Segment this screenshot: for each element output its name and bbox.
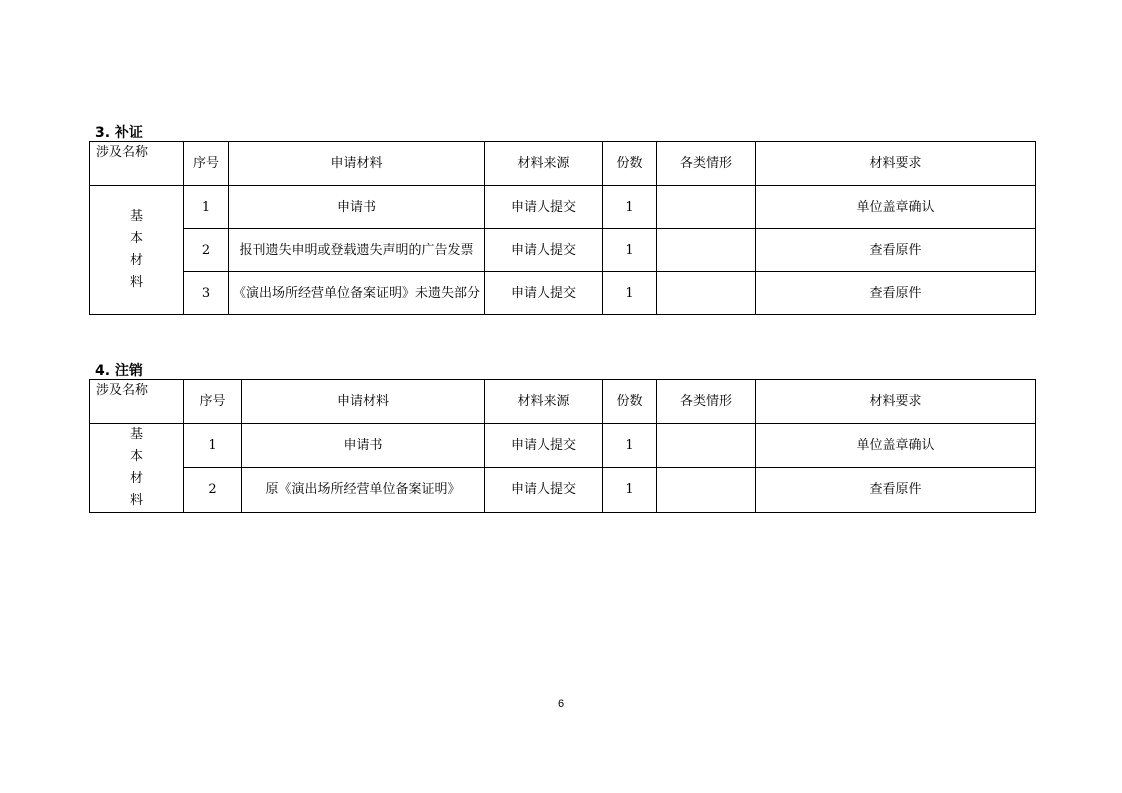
- cell-source: 申请人提交: [485, 272, 603, 315]
- header-materials: 申请材料: [242, 380, 485, 424]
- cell-copies: 1: [603, 424, 657, 468]
- cell-serial-no: 2: [184, 467, 242, 512]
- cell-serial-no: 3: [184, 272, 229, 315]
- header-situation: 各类情形: [657, 142, 756, 186]
- header-copies: 份数: [603, 380, 657, 424]
- table-row: [90, 467, 1036, 512]
- cell-copies: 1: [603, 186, 657, 229]
- cell-copies: 1: [603, 229, 657, 272]
- header-source: 材料来源: [485, 380, 603, 424]
- header-materials: 申请材料: [229, 142, 485, 186]
- table-header-row: [90, 142, 1036, 186]
- header-requirement: 材料要求: [756, 142, 1036, 186]
- cell-requirement: 单位盖章确认: [756, 424, 1036, 468]
- cell-source: 申请人提交: [485, 467, 603, 512]
- cell-situation: [657, 467, 756, 512]
- cell-requirement: 查看原件: [756, 229, 1036, 272]
- cell-requirement: 单位盖章确认: [756, 186, 1036, 229]
- header-source: 材料来源: [485, 142, 603, 186]
- cell-material: 申请书: [229, 186, 485, 229]
- group-label-basic-materials: 基 本 材 料: [90, 186, 184, 315]
- cell-requirement: 查看原件: [756, 272, 1036, 315]
- cell-serial-no: 1: [184, 186, 229, 229]
- cell-situation: [657, 229, 756, 272]
- group-label-basic-materials: 基 本 材 料: [90, 424, 184, 513]
- header-requirement: 材料要求: [756, 380, 1036, 424]
- table-row: [90, 272, 1036, 315]
- header-serial-no: 序号: [184, 142, 229, 186]
- cell-situation: [657, 272, 756, 315]
- page-number: 6: [557, 698, 565, 710]
- table-header-row: [90, 380, 1036, 424]
- section-title-cancellation: 4. 注销: [95, 363, 143, 379]
- cell-material: 报刊遗失申明或登载遗失声明的广告发票: [229, 229, 485, 272]
- cell-source: 申请人提交: [485, 229, 603, 272]
- header-involved-name: 涉及名称: [90, 380, 184, 424]
- reissue-materials-table: [89, 141, 1036, 315]
- table-row: [90, 424, 1036, 468]
- header-involved-name: 涉及名称: [90, 142, 184, 186]
- section-title-reissue: 3. 补证: [95, 125, 143, 141]
- cell-copies: 1: [603, 272, 657, 315]
- cell-material: 原《演出场所经营单位备案证明》: [242, 467, 485, 512]
- table-row: [90, 186, 1036, 229]
- cell-situation: [657, 424, 756, 468]
- cell-material: 《演出场所经营单位备案证明》未遗失部分: [229, 272, 485, 315]
- cell-source: 申请人提交: [485, 424, 603, 468]
- cell-serial-no: 1: [184, 424, 242, 468]
- cell-material: 申请书: [242, 424, 485, 468]
- cell-requirement: 查看原件: [756, 467, 1036, 512]
- cell-copies: 1: [603, 467, 657, 512]
- cancellation-materials-table: [89, 379, 1036, 513]
- header-serial-no: 序号: [184, 380, 242, 424]
- header-situation: 各类情形: [657, 380, 756, 424]
- cell-situation: [657, 186, 756, 229]
- header-copies: 份数: [603, 142, 657, 186]
- cell-source: 申请人提交: [485, 186, 603, 229]
- table-row: [90, 229, 1036, 272]
- cell-serial-no: 2: [184, 229, 229, 272]
